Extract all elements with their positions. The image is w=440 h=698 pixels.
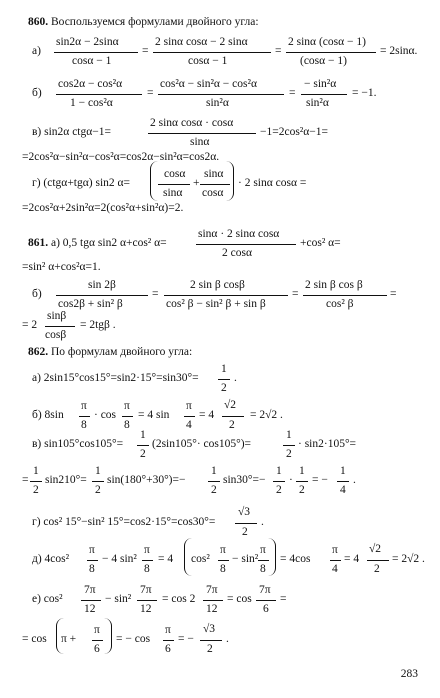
frac-num: π [260,544,266,556]
frac-num: √2 [224,399,237,411]
plus: + [193,177,200,189]
frac-den: (cosα − 1) [300,55,347,67]
frac-den: cosα [202,187,224,199]
page-number: 283 [400,668,418,680]
frac-den: cosβ [45,329,67,341]
frac-num: − sin²α [304,78,337,90]
line-861b-2-post: = 2tgβ . [80,319,116,331]
line-862d: д) 4cos² [32,553,70,565]
text: · sin2·105°= [298,438,357,450]
frac-den: 4 [340,484,346,496]
text: = cos 2 [162,593,196,605]
frac-den: sinα [163,187,183,199]
frac-num: 1 [286,429,292,441]
frac-num: 1 [211,465,217,477]
result: = −1. [352,87,377,99]
equals: = [275,45,282,57]
frac-den: 6 [94,643,100,655]
frac-num: 2 sinα cosα · cosα [150,117,234,129]
text: = 4 [344,553,360,565]
frac-num: cos2α − cos²α [58,78,123,90]
period: . [261,516,264,528]
period: . [234,372,237,384]
frac-den: 8 [89,563,95,575]
label-860a: а) [32,45,41,57]
frac-den: 2 [207,643,213,655]
text: · [289,474,293,486]
line-860g-post: · 2 sinα cosα = [238,177,307,189]
equals: = [292,288,299,300]
line-862v: в) sin105°cos105°= [32,438,124,450]
line-861a-2: =sin² α+cos²α=1. [22,261,101,273]
frac-den: 12 [206,603,218,615]
frac-den: 2 [242,526,248,538]
frac-den: cos² β − sin² β + sin β [166,298,266,310]
line-862g: г) cos² 15°−sin² 15°=cos2·15°=cos30°= [32,516,216,528]
period: . [226,633,229,645]
frac-den: 6 [263,603,269,615]
problem-862-heading: 862. По формулам двойного угла: [28,346,193,358]
frac-den: 2 [221,382,227,394]
frac-den: sin²α [206,97,229,109]
result: = 2√2 . [250,409,283,421]
line-861b-2-pre: = 2 [22,319,38,331]
frac-num: 2 sinα (cosα − 1) [288,36,366,48]
frac-num: 2 sin β cos β [305,279,363,291]
line-862a: а) 2sin15°cos15°=sin2·15°=sin30°= [32,372,199,384]
line-860v: в) sin2α ctgα−1= [32,126,112,138]
frac-num: sinα · 2 sinα cosα [198,228,280,240]
frac-num: π [81,400,87,412]
frac-num: 1 [95,465,101,477]
line-861a-post: +cos² α= [300,237,341,249]
result: = 2sinα. [380,45,418,57]
problem-861-heading: 861. а) 0,5 tgα sin2 α+cos² α= [28,237,167,249]
frac-num: π [144,544,150,556]
frac-den: 12 [140,603,152,615]
frac-num: 1 [276,465,282,477]
frac-den: 8 [260,563,266,575]
text: = cos [227,593,252,605]
equals: = [147,87,154,99]
frac-num: 7π [140,584,152,596]
frac-den: 8 [220,563,226,575]
frac-den: 2 [95,484,101,496]
frac-den: 2 cosα [222,247,252,259]
text: = 4 [199,409,215,421]
text: = 4cos [280,553,311,565]
result: = 2√2 . [392,553,425,565]
frac-num: 1 [221,363,227,375]
text: − sin² [105,593,132,605]
frac-den: 4 [332,563,338,575]
frac-num: 7π [259,584,271,596]
frac-num: cosα [164,168,186,180]
text: = − [178,633,194,645]
line-862b: б) 8sin [32,409,64,421]
text: − 4 sin² [102,553,137,565]
text: = − [312,474,328,486]
equals: = [289,87,296,99]
frac-num: 2 sin β cosβ [190,279,245,291]
frac-num: √3 [238,506,251,518]
frac-den: 8 [81,419,87,431]
frac-den: 2 [229,419,235,431]
equals: = [142,45,149,57]
frac-num: cos²α − sin²α − cos²α [160,78,257,90]
frac-den: 4 [186,419,192,431]
frac-num: 7π [84,584,96,596]
frac-den: 2 [299,484,305,496]
frac-num: 1 [33,465,39,477]
frac-num: π [94,624,100,636]
text: sin210°= [45,474,87,486]
frac-num: π [220,544,226,556]
equals: = [152,288,159,300]
frac-num: 1 [140,429,146,441]
frac-den: cosα − 1 [72,55,112,67]
text: = cos [22,633,47,645]
frac-den: sinα [190,136,210,148]
problem-860-heading: 860. Воспользуемся формулами двойного угла: [28,16,259,28]
frac-den: cosα − 1 [188,55,228,67]
text: = 4 sin [138,409,170,421]
frac-den: 12 [84,603,96,615]
frac-num: π [186,400,192,412]
frac-den: cos² β [326,298,354,310]
frac-den: 8 [144,563,150,575]
text: cos² [191,553,210,565]
equals: = [390,288,397,300]
frac-num: sinβ [47,310,67,322]
frac-num: sinα [204,168,224,180]
text: sin(180°+30°)=− [107,474,186,486]
line-860g-2: =2cos²α+2sin²α=2(cos²α+sin²α)=2. [22,202,184,214]
line-860v-2: =2cos²α−sin²α−cos²α=cos2α−sin²α=cos2α. [22,151,220,163]
text: sin30°=− [223,474,266,486]
frac-num: 7π [206,584,218,596]
frac-den: sin²α [306,97,329,109]
frac-num: √2 [369,543,382,555]
line-860g: г) (ctgα+tgα) sin2 α= [32,177,131,189]
frac-num: √3 [203,623,216,635]
text: π + [61,633,77,645]
period: . [353,474,356,486]
line-862e: е) cos² [32,593,63,605]
frac-den: 2 [286,448,292,460]
frac-den: 2 [276,484,282,496]
frac-num: sin2α − 2sinα [56,36,119,48]
text: (2sin105°· cos105°)= [152,438,252,450]
frac-num: sin 2β [88,279,116,291]
frac-den: 2 [140,448,146,460]
frac-den: 2 [374,563,380,575]
frac-den: cos2β + sin² β [58,298,123,310]
text: = 4 [158,553,174,565]
label-861b: б) [32,288,42,300]
frac-num: π [89,544,95,556]
frac-den: 1 − cos²α [70,97,113,109]
frac-den: 2 [211,484,217,496]
frac-num: π [124,400,130,412]
equals: = [280,593,287,605]
text: − sin² [232,553,259,565]
frac-num: 1 [340,465,346,477]
text: = [22,474,29,486]
frac-num: π [165,624,171,636]
frac-den: 6 [165,643,171,655]
frac-num: 2 sinα cosα − 2 sinα [155,36,248,48]
frac-den: 2 [33,484,39,496]
frac-den: 8 [124,419,130,431]
text: = − cos [116,633,151,645]
text: · cos [94,409,117,421]
frac-num: π [332,544,338,556]
line-860v-post: −1=2cos²α−1= [260,126,328,138]
frac-num: 1 [299,465,305,477]
label-860b: б) [32,87,42,99]
